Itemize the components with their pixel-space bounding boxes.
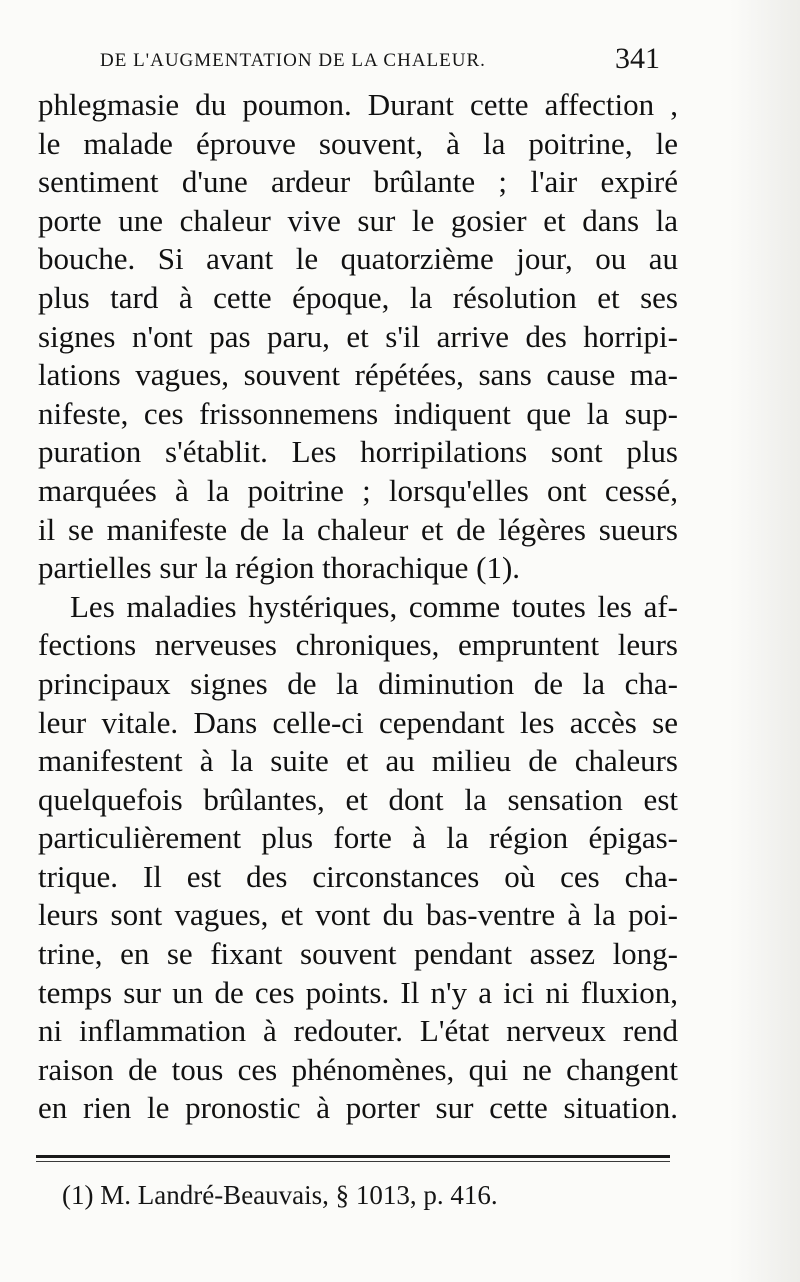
text-line: leur vitale. Dans celle-ci cependant les accès se — [38, 704, 678, 740]
text-line: raison de tous ces phénomènes, qui ne changent — [38, 1051, 678, 1087]
page-header — [0, 44, 800, 84]
body-text — [38, 86, 678, 1128]
text-line: porte une chaleur vive sur le gosier et dans la — [38, 202, 678, 238]
page-number: 341 — [615, 42, 660, 75]
text-line: puration s'établit. Les horripilations sont plus — [38, 434, 678, 470]
paragraph-start-line: Les maladies hystériques, comme toutes les af- — [70, 588, 678, 624]
text-line: fections nerveuses chroniques, empruntent leurs — [38, 627, 678, 663]
text-line: manifestent à la suite et au milieu de chaleurs — [38, 743, 678, 779]
text-line: le malade éprouve souvent, à la poitrine, le — [38, 125, 678, 161]
text-line: particulièrement plus forte à la région épigas- — [38, 820, 678, 856]
paragraph-end-line: partielles sur la région thorachique (1). — [38, 550, 521, 586]
footnote-divider — [36, 1155, 670, 1158]
page-edge-shadow — [730, 0, 800, 1282]
text-line: temps sur un de ces points. Il n'y a ici ni fluxion, — [38, 974, 678, 1010]
footnote-divider-thin — [36, 1161, 670, 1162]
text-line: il se manifeste de la chaleur et de légères sueurs — [38, 511, 678, 547]
text-line: plus tard à cette époque, la résolution et ses — [38, 279, 678, 315]
text-line: quelquefois brûlantes, et dont la sensation est — [38, 781, 678, 817]
footnote: (1) M. Landré-Beauvais, § 1013, p. 416. — [62, 1180, 498, 1210]
text-line: en rien le pronostic à porter sur cette situation. — [38, 1090, 678, 1126]
text-line: nifeste, ces frissonnemens indiquent que la sup- — [38, 395, 678, 431]
text-line: leurs sont vagues, et vont du bas-ventre à la poi- — [38, 897, 678, 933]
text-line: bouche. Si avant le quatorzième jour, ou au — [38, 241, 678, 277]
text-line: trique. Il est des circonstances où ces cha- — [38, 858, 678, 894]
running-title: DE L'AUGMENTATION DE LA CHALEUR. — [100, 50, 486, 71]
text-line: ni inflammation à redouter. L'état nerveux rend — [38, 1013, 678, 1049]
text-line: lations vagues, souvent répétées, sans cause ma- — [38, 357, 678, 393]
text-line: phlegmasie du poumon. Durant cette affection , — [38, 87, 678, 122]
text-line: trine, en se fixant souvent pendant assez long- — [38, 936, 678, 972]
text-line: marquées à la poitrine ; lorsqu'elles ont cessé, — [38, 472, 678, 508]
text-line: sentiment d'une ardeur brûlante ; l'air expiré — [38, 164, 678, 200]
text-line: principaux signes de la diminution de la cha- — [38, 665, 678, 701]
text-line: signes n'ont pas paru, et s'il arrive des horripi- — [38, 318, 678, 354]
